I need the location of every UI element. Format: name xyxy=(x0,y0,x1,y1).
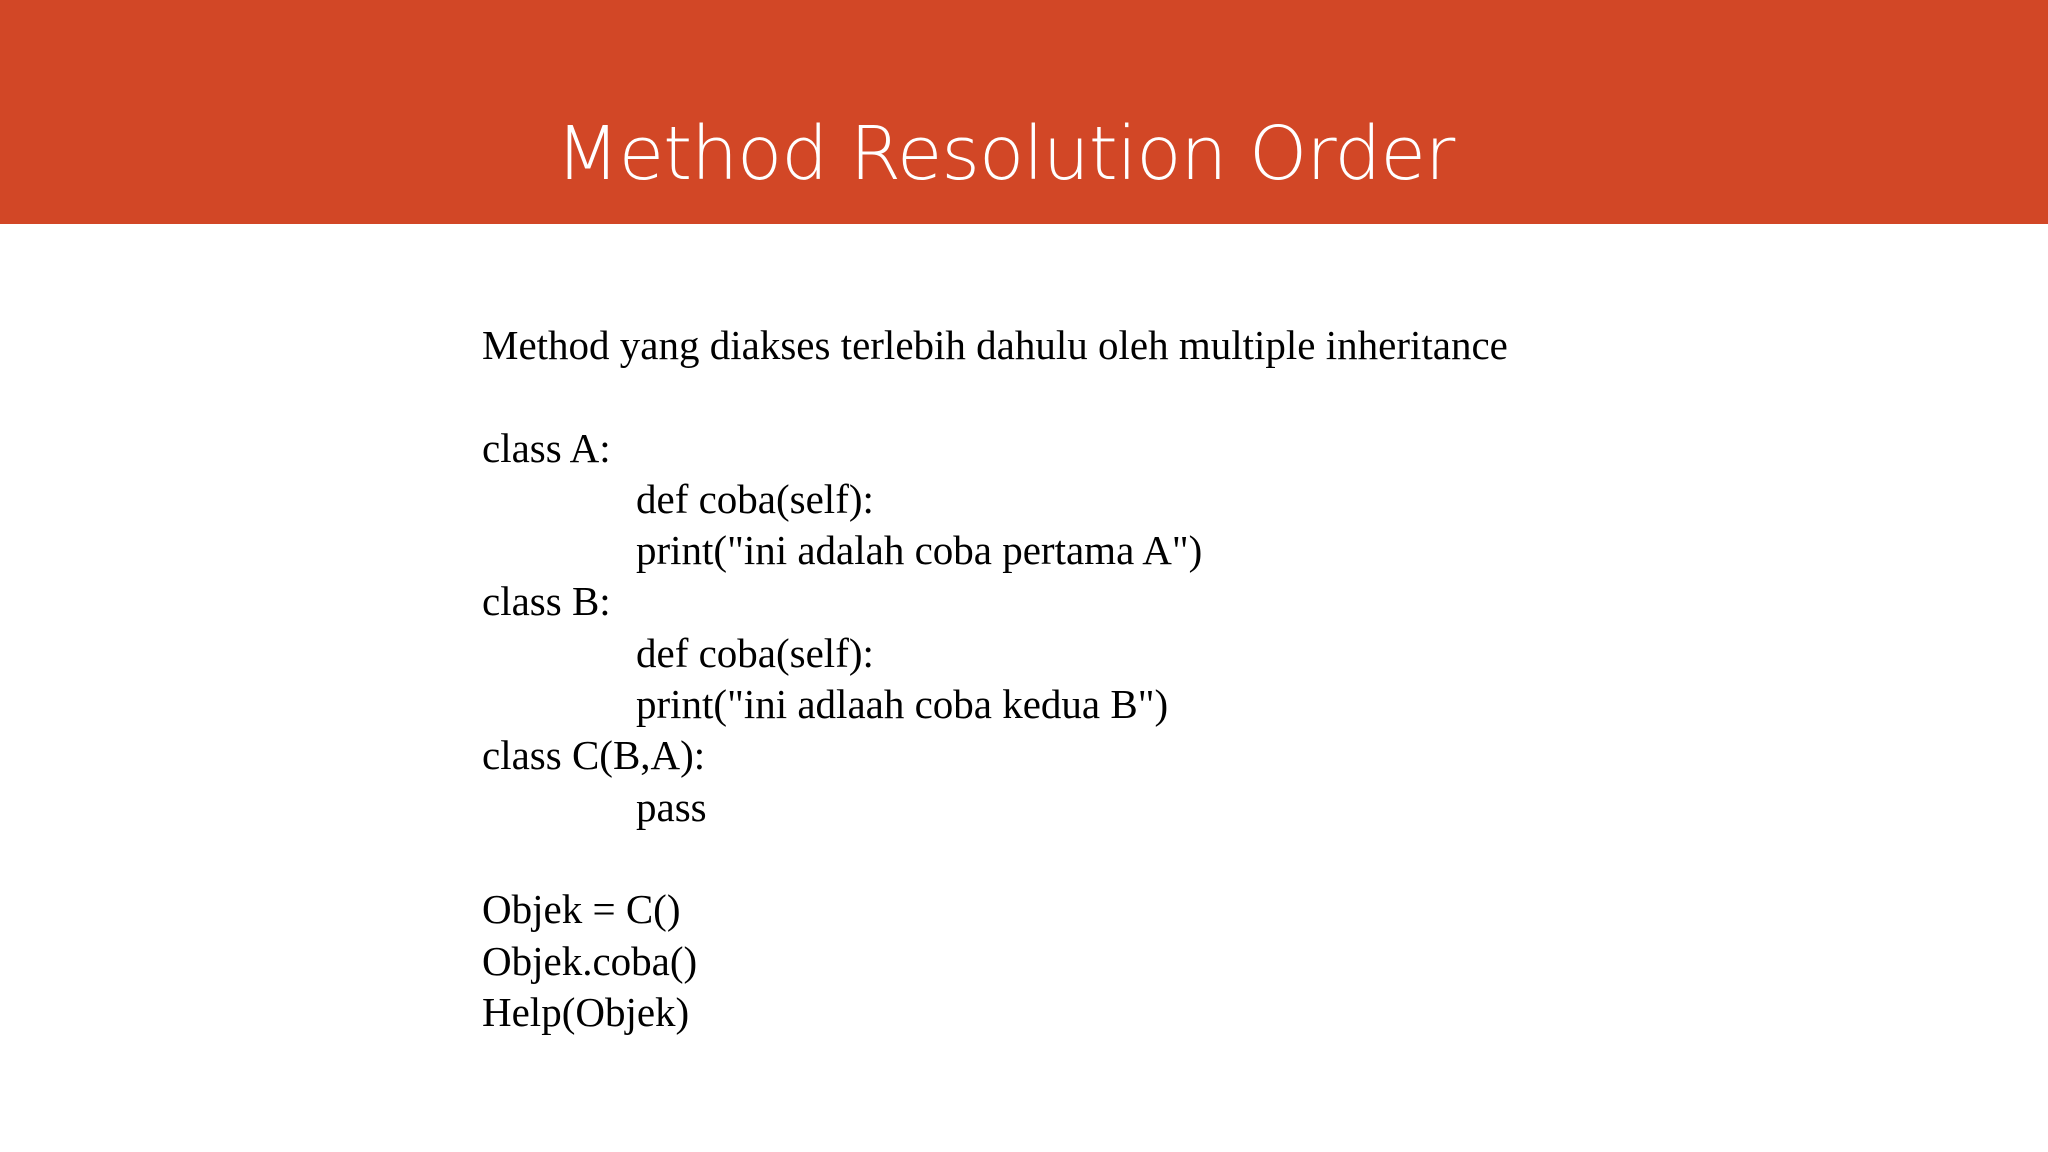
code-line: def coba(self): xyxy=(636,629,874,676)
slide-title: Method Resolution Order xyxy=(555,111,1455,197)
blank-line xyxy=(482,833,1508,884)
intro-text: Method yang diakses terlebih dahulu oleh multiple inheritance xyxy=(482,322,1508,368)
slide-body xyxy=(482,320,1508,1038)
code-line: pass xyxy=(636,783,707,830)
code-line: class C(B,A): xyxy=(482,732,706,779)
code-line: Help(Objek) xyxy=(482,988,690,1035)
blank-line xyxy=(482,371,1508,422)
code-line: class A: xyxy=(482,424,611,471)
code-line: Objek = C() xyxy=(482,886,681,933)
code-line: Objek.coba() xyxy=(482,937,698,984)
code-line: class B: xyxy=(482,578,611,625)
code-line: print("ini adlaah coba kedua B") xyxy=(636,681,1169,728)
code-line: print("ini adalah coba pertama A") xyxy=(636,527,1203,574)
code-line: def coba(self): xyxy=(636,475,874,522)
